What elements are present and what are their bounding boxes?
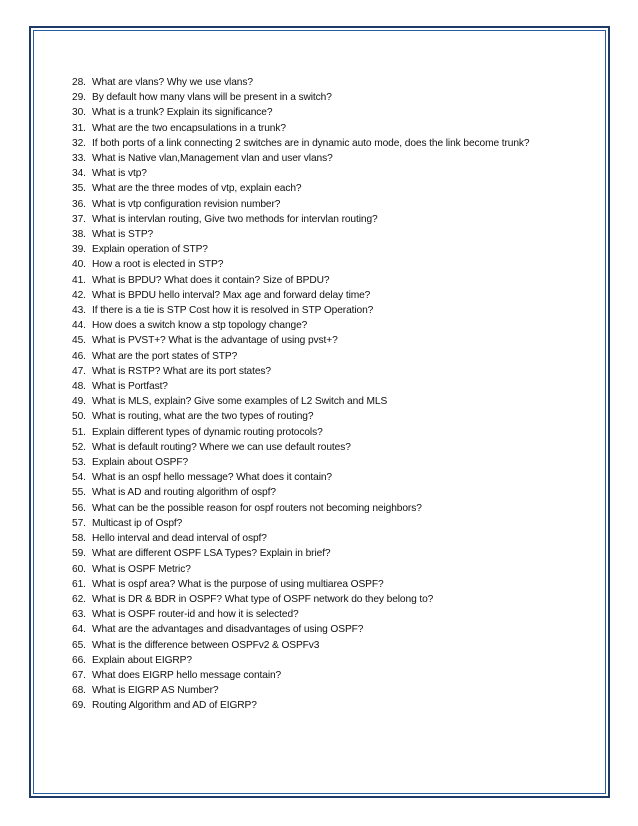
question-item	[72, 166, 592, 181]
question-number: 47.	[72, 365, 86, 377]
question-item	[72, 622, 592, 637]
question-item	[72, 516, 592, 531]
question-item	[72, 333, 592, 348]
question-number: 29.	[72, 92, 86, 104]
question-number: 61.	[72, 578, 86, 590]
question-number: 31.	[72, 122, 86, 134]
question-item	[72, 349, 592, 364]
question-text: What is a trunk? Explain its significance?	[92, 107, 273, 119]
question-item	[72, 638, 592, 653]
question-item	[72, 90, 592, 105]
question-number: 50.	[72, 411, 86, 423]
question-text: What are different OSPF LSA Types? Explain in brief?	[92, 548, 331, 560]
question-text: Explain operation of STP?	[92, 244, 208, 256]
question-item	[72, 698, 592, 713]
question-item	[72, 607, 592, 622]
question-text: What is the difference between OSPFv2 & OSPFv3	[92, 639, 320, 651]
question-text: Explain about EIGRP?	[92, 654, 192, 666]
question-number: 69.	[72, 700, 86, 712]
question-text: If both ports of a link connecting 2 switches are in dynamic auto mode, does the link become trunk?	[92, 137, 530, 149]
question-item	[72, 364, 592, 379]
question-item	[72, 303, 592, 318]
document-content	[72, 75, 592, 714]
question-number: 30.	[72, 107, 86, 119]
question-number: 42.	[72, 289, 86, 301]
question-item	[72, 181, 592, 196]
question-number: 36.	[72, 198, 86, 210]
question-number: 63.	[72, 609, 86, 621]
question-item	[72, 455, 592, 470]
question-number: 60.	[72, 563, 86, 575]
question-text: How does a switch know a stp topology change?	[92, 320, 308, 332]
question-number: 56.	[72, 502, 86, 514]
question-number: 66.	[72, 654, 86, 666]
question-text: What is routing, what are the two types of routing?	[92, 411, 314, 423]
question-text: What is default routing? Where we can use default routes?	[92, 441, 351, 453]
question-item	[72, 257, 592, 272]
question-text: What is ospf area? What is the purpose of using multiarea OSPF?	[92, 578, 384, 590]
question-number: 28.	[72, 77, 86, 88]
question-text: What is AD and routing algorithm of ospf?	[92, 487, 276, 499]
question-text: What does EIGRP hello message contain?	[92, 669, 282, 681]
question-text: What is EIGRP AS Number?	[92, 685, 219, 697]
question-item	[72, 577, 592, 592]
question-text: What is DR & BDR in OSPF? What type of OSPF network do they belong to?	[92, 593, 434, 605]
question-text: Explain different types of dynamic routing protocols?	[92, 426, 323, 438]
question-item	[72, 546, 592, 561]
question-text: What is MLS, explain? Give some examples of L2 Switch and MLS	[92, 396, 388, 408]
question-text: What is OSPF router-id and how it is selected?	[92, 609, 299, 621]
question-number: 57.	[72, 517, 86, 529]
question-number: 34.	[72, 168, 86, 180]
question-number: 33.	[72, 153, 86, 165]
question-number: 59.	[72, 548, 86, 560]
question-text: What is Native vlan,Management vlan and user vlans?	[92, 153, 333, 165]
question-text: What are the three modes of vtp, explain each?	[92, 183, 302, 195]
question-number: 54.	[72, 472, 86, 484]
question-text: What are the two encapsulations in a trunk?	[92, 122, 286, 134]
question-item	[72, 379, 592, 394]
question-item	[72, 136, 592, 151]
question-item	[72, 288, 592, 303]
question-number: 46.	[72, 350, 86, 362]
question-number: 62.	[72, 593, 86, 605]
question-text: What is Portfast?	[92, 381, 168, 393]
question-item	[72, 653, 592, 668]
question-number: 68.	[72, 685, 86, 697]
question-item	[72, 242, 592, 257]
question-item	[72, 592, 592, 607]
question-number: 35.	[72, 183, 86, 195]
question-number: 38.	[72, 229, 86, 241]
question-item	[72, 440, 592, 455]
question-number: 49.	[72, 396, 86, 408]
question-number: 40.	[72, 259, 86, 271]
question-item	[72, 501, 592, 516]
question-text: What can be the possible reason for ospf routers not becoming neighbors?	[92, 502, 422, 514]
question-text: What is OSPF Metric?	[92, 563, 191, 575]
question-item	[72, 212, 592, 227]
question-item	[72, 121, 592, 136]
question-number: 64.	[72, 624, 86, 636]
question-item	[72, 394, 592, 409]
question-text: If there is a tie is STP Cost how it is resolved in STP Operation?	[92, 305, 374, 317]
question-item	[72, 409, 592, 424]
question-text: What is BPDU hello interval? Max age and forward delay time?	[92, 289, 371, 301]
question-text: What are vlans? Why we use vlans?	[92, 77, 253, 88]
question-text: What are the port states of STP?	[92, 350, 238, 362]
question-item	[72, 273, 592, 288]
question-number: 67.	[72, 669, 86, 681]
question-number: 58.	[72, 533, 86, 545]
question-number: 52.	[72, 441, 86, 453]
question-text: What is an ospf hello message? What does it contain?	[92, 472, 333, 484]
question-text: What is PVST+? What is the advantage of using pvst+?	[92, 335, 338, 347]
question-item	[72, 470, 592, 485]
question-number: 65.	[72, 639, 86, 651]
question-text: What is RSTP? What are its port states?	[92, 365, 271, 377]
question-item	[72, 318, 592, 333]
question-item	[72, 562, 592, 577]
question-text: What are the advantages and disadvantages of using OSPF?	[92, 624, 364, 636]
question-text: How a root is elected in STP?	[92, 259, 224, 271]
question-number: 32.	[72, 137, 86, 149]
question-item	[72, 425, 592, 440]
question-list	[72, 75, 592, 714]
question-text: What is BPDU? What does it contain? Size of BPDU?	[92, 274, 330, 286]
question-text: What is vtp configuration revision number?	[92, 198, 281, 210]
question-number: 41.	[72, 274, 86, 286]
question-item	[72, 485, 592, 500]
question-item	[72, 151, 592, 166]
question-number: 48.	[72, 381, 86, 393]
question-item	[72, 227, 592, 242]
question-number: 44.	[72, 320, 86, 332]
question-item	[72, 105, 592, 120]
question-text: Hello interval and dead interval of ospf?	[92, 533, 267, 545]
question-number: 51.	[72, 426, 86, 438]
question-number: 45.	[72, 335, 86, 347]
question-number: 53.	[72, 457, 86, 469]
question-text: What is STP?	[92, 229, 154, 241]
question-text: What is vtp?	[92, 168, 147, 180]
question-text: What is intervlan routing, Give two methods for intervlan routing?	[92, 213, 378, 225]
question-text: Routing Algorithm and AD of EIGRP?	[92, 700, 257, 712]
question-text: By default how many vlans will be present in a switch?	[92, 92, 332, 104]
question-item	[72, 197, 592, 212]
question-text: Multicast ip of Ospf?	[92, 517, 183, 529]
question-item	[72, 683, 592, 698]
question-number: 39.	[72, 244, 86, 256]
question-number: 37.	[72, 213, 86, 225]
question-number: 43.	[72, 305, 86, 317]
question-text: Explain about OSPF?	[92, 457, 189, 469]
question-item	[72, 668, 592, 683]
question-item	[72, 75, 592, 90]
question-item	[72, 531, 592, 546]
question-number: 55.	[72, 487, 86, 499]
